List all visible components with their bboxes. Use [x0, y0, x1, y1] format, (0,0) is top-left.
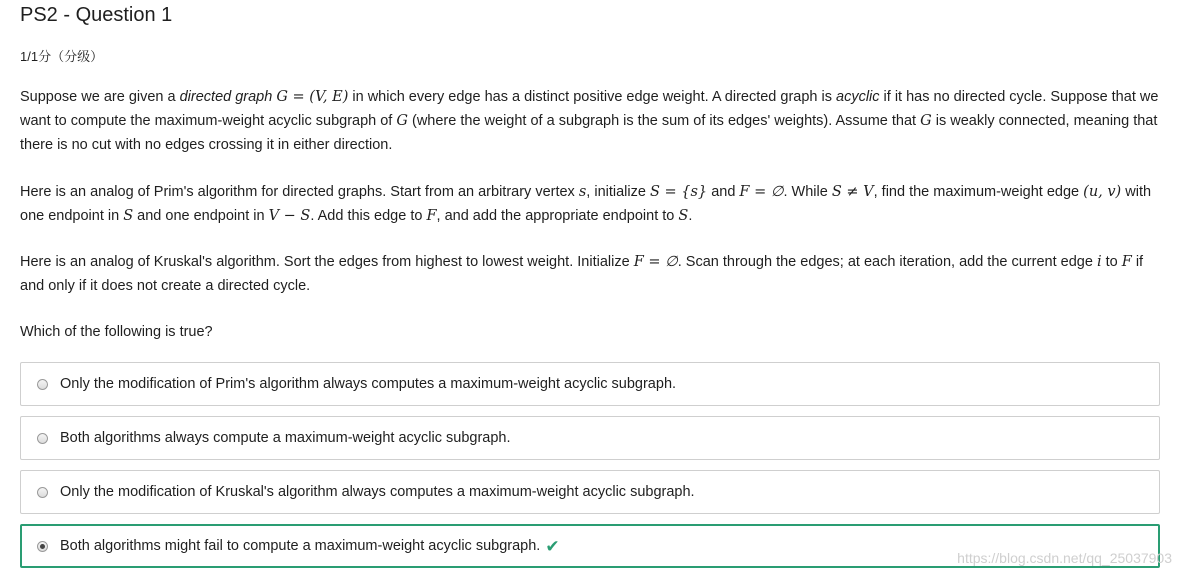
- answer-option-1[interactable]: [20, 362, 1160, 406]
- question-paragraph-2: [20, 180, 1160, 228]
- text: with one endpoint in: [20, 184, 1152, 224]
- text: in which every edge has a distinct positive edge weight. A directed graph is: [348, 89, 837, 105]
- text: is weakly connected, meaning that there is no cut with no edges crossing it in either direction.: [20, 113, 1158, 153]
- text: , and add the appropriate endpoint to: [436, 208, 679, 224]
- text: if and only if it does not create a directed cycle.: [20, 254, 1144, 294]
- math-expression: S: [123, 208, 134, 224]
- math-expression: G: [396, 113, 408, 129]
- text: Here is an analog of Prim's algorithm for directed graphs. Start from an arbitrary vertex: [20, 184, 579, 200]
- score-label: 1/1分（分级）: [20, 49, 104, 64]
- text: . Scan through the edges; at each iteration, add the current edge: [677, 254, 1097, 270]
- math-expression: G = (V, E): [276, 89, 349, 105]
- text: , find the maximum-weight edge: [873, 184, 1084, 200]
- radio-button[interactable]: [37, 379, 48, 390]
- text: Here is an analog of Kruskal's algorithm. Sort the edges from highest to lowest weight. Initialize: [20, 254, 634, 270]
- watermark-text: https://blog.csdn.net/qq_25037903: [957, 550, 1172, 566]
- math-expression: F: [1121, 254, 1132, 270]
- answer-option-label: Only the modification of Prim's algorithm always computes a maximum-weight acyclic subgraph.: [60, 376, 677, 392]
- text: to: [1101, 254, 1122, 270]
- answer-option-2[interactable]: [20, 416, 1160, 460]
- text: and one endpoint in: [133, 208, 269, 224]
- answer-option-label: Both algorithms might fail to compute a maximum-weight acyclic subgraph.: [60, 538, 541, 554]
- math-expression: G: [920, 113, 932, 129]
- emphasis-directed-graph: directed graph: [179, 89, 273, 105]
- checkmark-icon: ✔: [545, 536, 560, 556]
- radio-button[interactable]: [37, 433, 48, 444]
- answer-option-3[interactable]: [20, 470, 1160, 514]
- question-title: PS2 - Question 1: [20, 4, 173, 26]
- text: Suppose we are given a: [20, 89, 180, 105]
- question-prompt: Which of the following is true?: [20, 324, 213, 340]
- emphasis-acyclic: acyclic: [836, 89, 880, 105]
- math-expression: S = {s}: [649, 184, 708, 200]
- question-paragraph-3: [20, 250, 1160, 298]
- text: if it has no directed cycle. Suppose that we want to compute the maximum-weight acyclic subgraph of: [20, 89, 1159, 129]
- math-expression: (u, v): [1083, 184, 1122, 200]
- math-expression: s: [578, 184, 587, 200]
- math-expression: F = ∅: [739, 184, 784, 200]
- text: . While: [783, 184, 832, 200]
- math-expression: S: [678, 208, 689, 224]
- math-expression: F: [426, 208, 437, 224]
- radio-button-selected[interactable]: [37, 541, 48, 552]
- text: .: [688, 208, 693, 224]
- text: , initialize: [586, 184, 650, 200]
- question-paragraph-1: [20, 85, 1160, 157]
- math-expression: S ≠ V: [831, 184, 874, 200]
- text: and: [707, 184, 740, 200]
- math-expression: V − S: [268, 208, 311, 224]
- answer-option-label: Both algorithms always compute a maximum-weight acyclic subgraph.: [60, 430, 511, 446]
- answer-option-label: Only the modification of Kruskal's algorithm always computes a maximum-weight acyclic subgraph.: [60, 484, 695, 500]
- text: (where the weight of a subgraph is the sum of its edges' weights). Assume that: [407, 113, 921, 129]
- math-expression: i: [1096, 254, 1102, 270]
- radio-button[interactable]: [37, 487, 48, 498]
- math-expression: F = ∅: [633, 254, 678, 270]
- answer-options: [20, 362, 1160, 576]
- text: . Add this edge to: [310, 208, 427, 224]
